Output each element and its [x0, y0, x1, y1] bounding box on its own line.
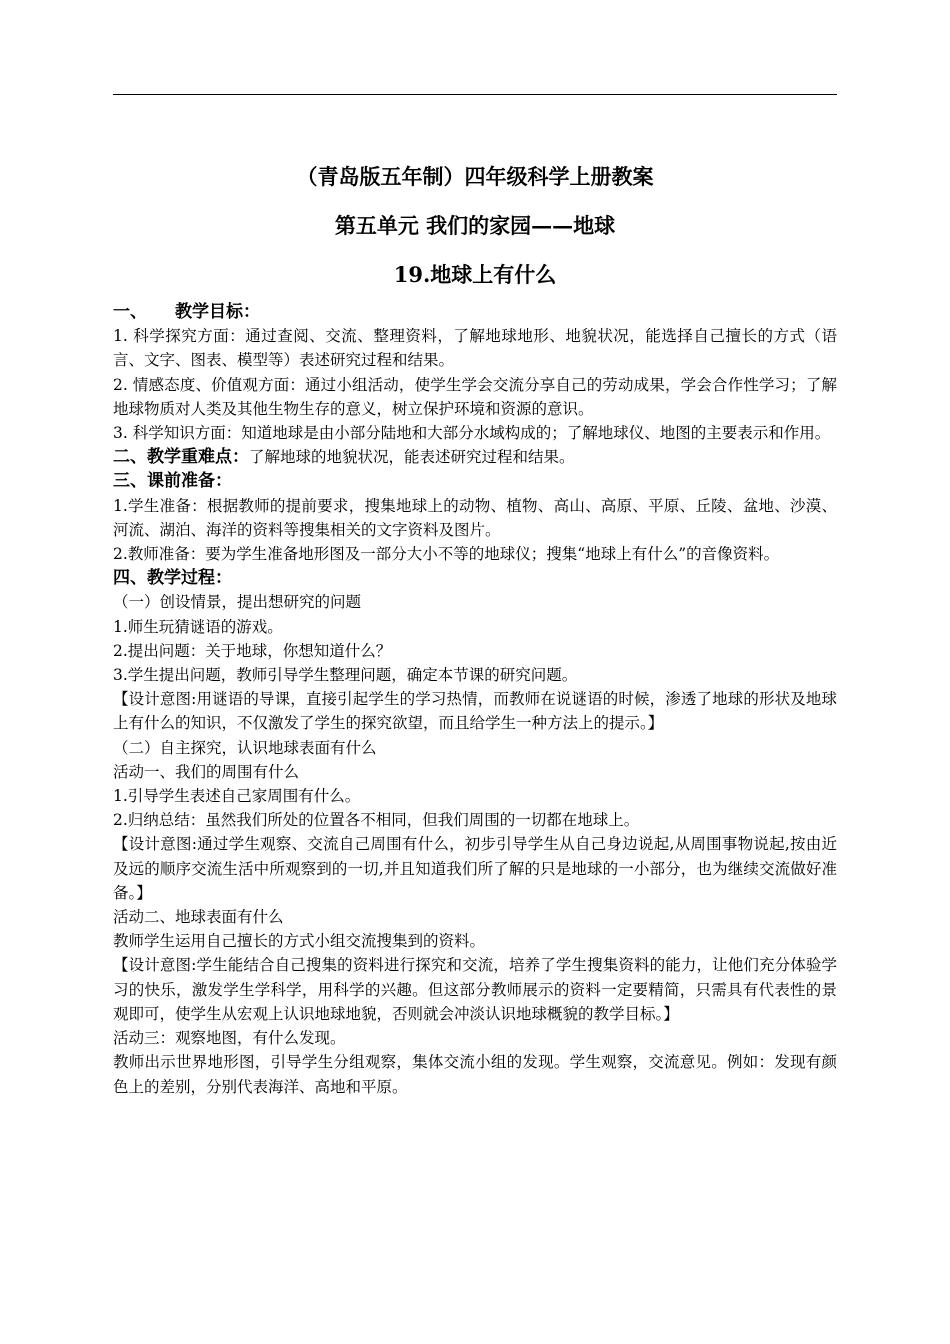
process-line: （二）自主探究，认识地球表面有什么: [113, 738, 377, 757]
section-heading-key: 二、教学重难点：: [113, 447, 249, 468]
key-points-text: 了解地球的地貌状况，能表述研究过程和结果。: [249, 448, 575, 467]
section-heading-goals: [113, 300, 837, 324]
process-line: 2.归纳总结：虽然我们所处的位置各不相同，但我们周围的一切都在地球上。: [113, 811, 640, 830]
goal-item: 1. 科学探究方面：通过查阅、交流、整理资料，了解地球地形、地貌状况，能选择自己擅长的方式（语言、文字、图表、模型等）表述研究过程和结果。: [113, 327, 837, 370]
header-rule: [113, 94, 837, 95]
activity-heading: 活动二、地球表面有什么: [113, 908, 284, 927]
title-block: [113, 152, 837, 299]
document-body: [113, 300, 837, 1099]
design-intent-note: 【设计意图:用谜语的导课，直接引起学生的学习热情，而教师在说谜语的时候，渗透了地球的形状及地球上有什么的知识，不仅激发了学生的探究欲望，而且给学生一种方法上的提示。】: [113, 690, 837, 733]
lesson-title: 19.地球上有什么: [393, 262, 557, 287]
process-line: （一）创设情景，提出想研究的问题: [113, 593, 362, 612]
process-line: 3.学生提出问题，教师引导学生整理问题，确定本节课的研究问题。: [113, 666, 578, 685]
process-line: 2.提出问题：关于地球，你想知道什么？: [113, 641, 392, 660]
design-intent-note: 【设计意图:通过学生观察、交流自己周围有什么，初步引导学生从自己身边说起,从周围事物说起,按由近及远的顺序交流生活中所观察到的一切,并且知道我们所了解的只是地球的一小部分，也为继续交流做好准备。】: [113, 835, 837, 902]
activity-heading: 活动三：观察地图，有什么发现。: [113, 1029, 346, 1048]
unit-title: 第五单元 我们的家园——地球: [334, 213, 616, 238]
goal-item: 3. 科学知识方面：知道地球是由小部分陆地和大部分水域构成的；了解地球仪、地图的主要表示和作用。: [113, 424, 831, 443]
process-line: 1.师生玩猜谜语的游戏。: [113, 617, 283, 636]
process-line: 教师学生运用自己擅长的方式小组交流搜集到的资料。: [113, 932, 486, 951]
goal-item: 2. 情感态度、价值观方面：通过小组活动，使学生学会交流分享自己的劳动成果，学会合作性学习；了解地球物质对人类及其他生物生存的意义，树立保护环境和资源的意识。: [113, 375, 837, 418]
section-heading-process: 四、教学过程：: [113, 568, 232, 589]
section-key-points: [113, 445, 837, 469]
document-title: （青岛版五年制）四年级科学上册教案: [296, 164, 654, 189]
prep-item: 1.学生准备：根据教师的提前要求，搜集地球上的动物、植物、高山、高原、平原、丘陵、盆地、沙漠、河流、湖泊、海洋的资料等搜集相关的文字资料及图片。: [113, 496, 837, 539]
prep-item: 2.教师准备：要为学生准备地形图及一部分大小不等的地球仪；搜集“地球上有什么”的音像资料。: [113, 545, 780, 564]
process-line: 1.引导学生表述自己家周围有什么。: [113, 787, 361, 806]
section-number: 一、: [113, 302, 147, 322]
activity-heading: 活动一、我们的周围有什么: [113, 762, 300, 781]
section-heading-prep: 三、课前准备：: [113, 471, 232, 492]
process-line: 教师出示世界地形图，引导学生分组观察，集体交流小组的发现。学生观察，交流意见。例如：发现有颜色上的差别，分别代表海洋、高地和平原。: [113, 1053, 837, 1096]
section-title: 教学目标：: [175, 302, 260, 322]
design-intent-note: 【设计意图:学生能结合自己搜集的资料进行探究和交流，培养了学生搜集资料的能力，让他们充分体验学习的快乐，激发学生学科学，用科学的兴趣。但这部分教师展示的资料一定要精简，只需具有代表性的景观即可，使学生从宏观上认识地球地貌，否则就会冲淡认识地球概貌的教学目标。】: [113, 956, 837, 1023]
